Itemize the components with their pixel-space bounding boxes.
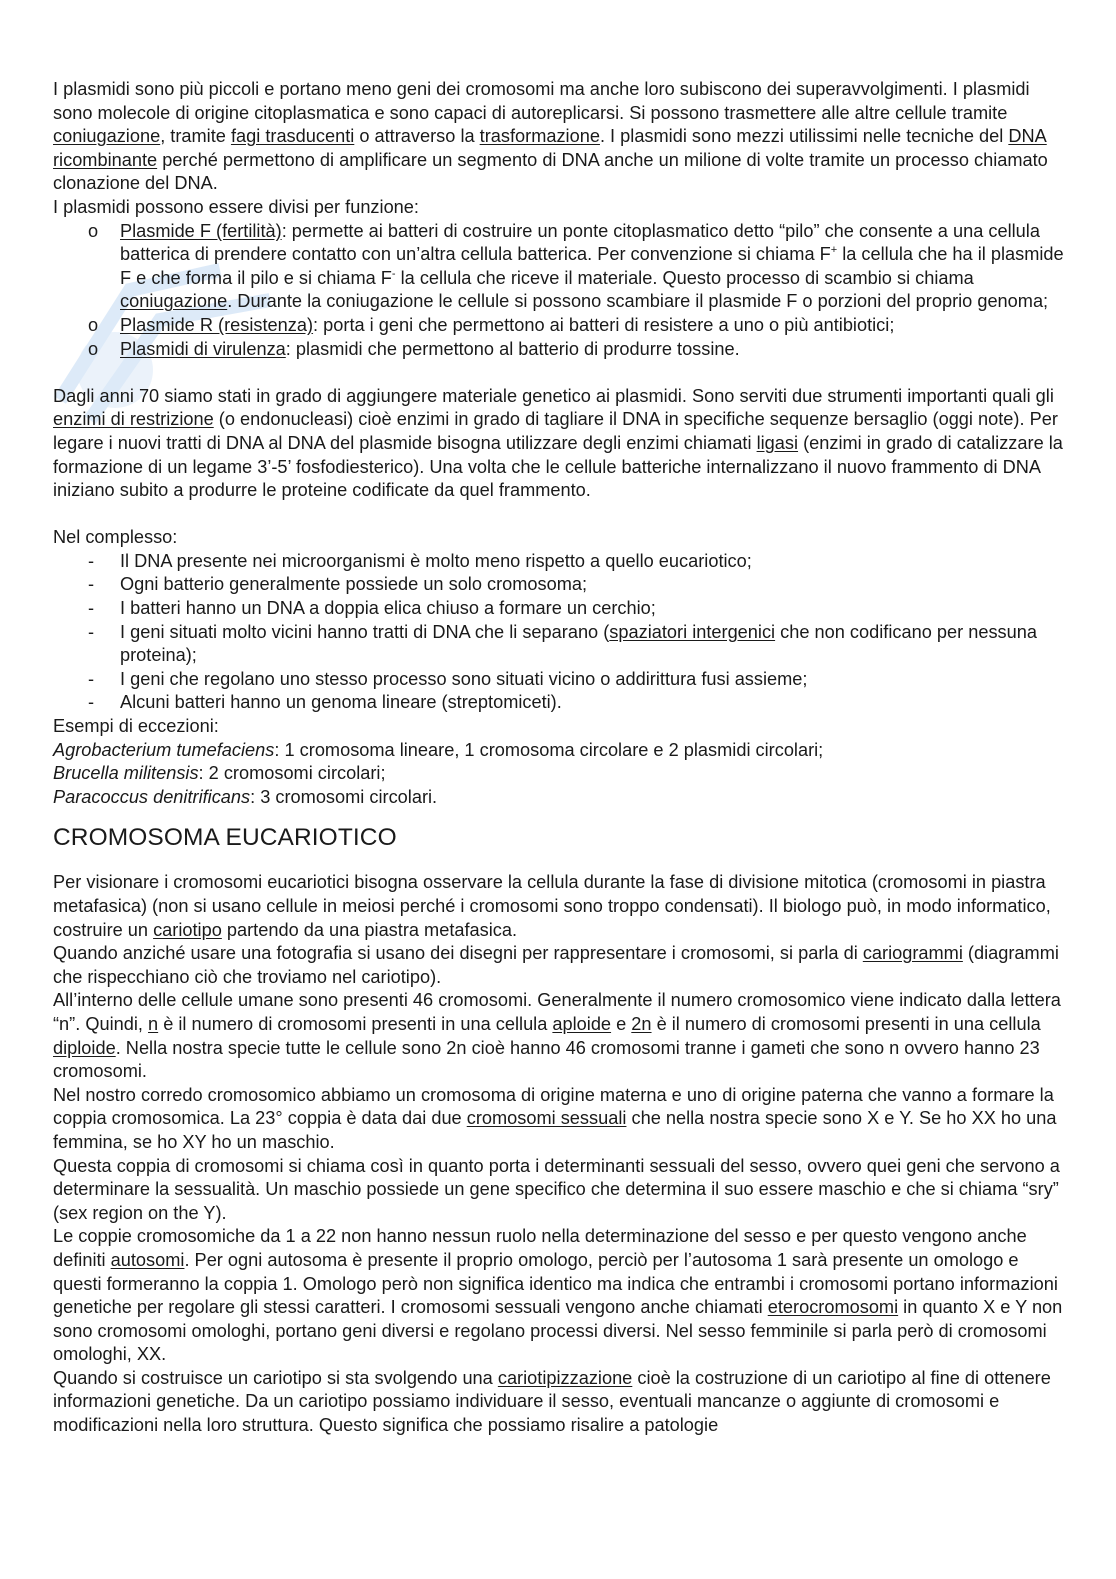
exceptions-title: Esempi di eccezioni: <box>53 716 219 737</box>
term-plasmidi-virulenza: Plasmidi di virulenza <box>120 338 286 359</box>
term-cromosomi-sessuali: cromosomi sessuali <box>466 1108 627 1129</box>
list-item: o Plasmide F (fertilità): permette ai batteri di costruire un ponte citoplasmatico detto “pilo” che consente a una cellula batterica di prendere contatto con un’altra cellula batterica. Per convenzione si chiama F+ la cellula che ha il plasmide F e che forma il pilo e si chiama F- la cellula che riceve il materiale. Questo processo di scambio si chiama coniugazione. Durante la coniugazione le cellule si possono scambiare il plasmide F o porzioni del proprio genoma; <box>53 220 1065 314</box>
term-cariotipizzazione: cariotipizzazione <box>497 1367 633 1388</box>
euk-paragraph: Quando anziché usare una fotografia si usano dei disegni per rappresentare i cromosomi, si parla di cariogrammi (diagrammi che rispecchiano ciò che troviamo nel cariotipo). <box>53 943 1059 987</box>
term-eterocromosomi: eterocromosomi <box>767 1297 899 1318</box>
term-aploide: aploide <box>552 1013 612 1034</box>
term-plasmide-r: Plasmide R (resistenza) <box>120 314 314 335</box>
term-coniugazione: coniugazione <box>53 126 161 147</box>
term-fagi-trasducenti: fagi trasducenti <box>230 126 355 147</box>
term-cariotipo: cariotipo <box>153 919 222 940</box>
list-item: - Il DNA presente nei microorganismi è molto meno rispetto a quello eucariotico; <box>53 550 1065 574</box>
term-autosomi: autosomi <box>110 1249 185 1270</box>
euk-paragraph: Per visionare i cromosomi eucariotici bisogna osservare la cellula durante la fase di divisione mitotica (cromosomi in piastra metafasica) (non si usano cellule in meiosi perché i cromosomi sono troppo condensati). Il biologo può, in modo informatico, costruire un cariotipo partendo da una piastra metafasica. <box>53 872 1051 940</box>
list-item: - Alcuni batteri hanno un genoma lineare (streptomiceti). <box>53 691 1065 715</box>
euk-paragraph: All’interno delle cellule umane sono presenti 46 cromosomi. Generalmente il numero cromosomico viene indicato dalla lettera “n”. Quindi, n è il numero di cromosomi presenti in una cellula aploide e 2n è il numero di cromosomi presenti in una cellula diploide. Nella nostra specie tutte le cellule sono 2n cioè hanno 46 cromosomi tranne i gameti che sono n ovvero hanno 23 cromosomi. <box>53 990 1061 1082</box>
euk-paragraph: Nel nostro corredo cromosomico abbiamo un cromosoma di origine materna e uno di origine paterna che vanno a formare la coppia cromosomica. La 23° coppia è data dai due cromosomi sessuali che nella nostra specie sono X e Y. Se ho XX ho una femmina, se ho XY ho un maschio. <box>53 1084 1057 1152</box>
term-coniugazione-2: coniugazione <box>120 291 228 312</box>
term-n: n <box>148 1013 159 1034</box>
term-ligasi: ligasi <box>756 432 799 453</box>
exception-item: Brucella militensis: 2 cromosomi circolari; <box>53 763 386 784</box>
list-item: - Ogni batterio generalmente possiede un solo cromosoma; <box>53 573 1065 597</box>
list-item: - I geni situati molto vicini hanno tratti di DNA che li separano (spaziatori intergenici che non codificano per nessuna proteina); <box>53 621 1065 668</box>
term-plasmide-f: Plasmide F (fertilità) <box>120 220 282 241</box>
intro-division: I plasmidi possono essere divisi per funzione: <box>53 196 419 217</box>
euk-paragraph: Questa coppia di cromosomi si chiama così in quanto porta i determinanti sessuali del sesso, ovvero quei geni che servono a determinare la sessualità. Un maschio possiede un gene specifico che determina il suo essere maschio e che si chiama “sry” (sex region on the Y). <box>53 1155 1060 1223</box>
term-trasformazione: trasformazione <box>479 126 600 147</box>
term-diploide: diploide <box>53 1037 116 1058</box>
term-dna-ricombinante: DNA ricombinante <box>53 126 1047 170</box>
list-item: - I geni che regolano uno stesso processo sono situati vicino o addirittura fusi assieme; <box>53 668 1065 692</box>
term-2n: 2n <box>631 1013 652 1034</box>
term-spaziatori-intergenici: spaziatori intergenici <box>609 621 776 642</box>
euk-paragraph: Le coppie cromosomiche da 1 a 22 non hanno nessun ruolo nella determinazione del sesso e per questo vengono anche definiti autosomi. Per ogni autosoma è presente il proprio omologo, perciò per l’autosoma 1 sarà presente un omologo e questi formeranno la coppia 1. Omologo però non significa identico ma indica che entrambi i cromosomi portano informazioni genetiche per regolare gli stessi caratteri. I cromosomi sessuali vengono anche chiamati eterocromosomi in quanto X e Y non sono cromosomi omologhi, portano geni diversi e regolano processi diversi. Nel sesso femminile si parla però di cromosomi omologhi, XX. <box>53 1226 1063 1365</box>
section-heading: CROMOSOMA EUCARIOTICO <box>53 824 397 852</box>
exception-item: Paracoccus denitrificans: 3 cromosomi circolari. <box>53 786 438 807</box>
summary-list <box>53 550 1065 715</box>
list-item: o Plasmide R (resistenza): porta i geni che permettono ai batteri di resistere a uno o più antibiotici; <box>53 314 1065 338</box>
exception-item: Agrobacterium tumefaciens: 1 cromosoma lineare, 1 cromosoma circolare e 2 plasmidi circolari; <box>53 739 824 760</box>
recombinant-paragraph: Dagli anni 70 siamo stati in grado di aggiungere materiale genetico ai plasmidi. Sono serviti due strumenti importanti quali gli enzimi di restrizione (o endonucleasi) cioè enzimi in grado di tagliare il DNA in specifiche sequenze bersaglio (oggi note). Per legare i nuovi tratti di DNA al DNA del plasmide bisogna utilizzare degli enzimi chiamati ligasi (enzimi in grado di catalizzare la formazione di un legame 3’-5’ fosfodiesterico). Una volta che le cellule batteriche internalizzano il nuovo frammento di DNA iniziano subito a produrre le proteine codificate da quel frammento. <box>53 385 1063 501</box>
term-enzimi-restrizione: enzimi di restrizione <box>53 409 214 430</box>
intro-paragraph: I plasmidi sono più piccoli e portano meno geni dei cromosomi ma anche loro subiscono dei superavvolgimenti. I plasmidi sono molecole di origine citoplasmatica e sono capaci di autoreplicarsi. Si possono trasmettere alle altre cellule tramite coniugazione, tramite fagi trasducenti o attraverso la trasformazione. I plasmidi sono mezzi utilissimi nelle tecniche del DNA ricombinante perché permettono di amplificare un segmento di DNA anche un milione di volte tramite un processo chiamato clonazione del DNA. <box>53 79 1048 194</box>
plasmid-type-list <box>53 220 1065 362</box>
list-item: o Plasmidi di virulenza: plasmidi che permettono al batterio di produrre tossine. <box>53 338 1065 362</box>
document-page <box>53 78 1065 1438</box>
list-item: - I batteri hanno un DNA a doppia elica chiuso a formare un cerchio; <box>53 597 1065 621</box>
euk-paragraph: Quando si costruisce un cariotipo si sta svolgendo una cariotipizzazione cioè la costruzione di un cariotipo al fine di ottenere informazioni genetiche. Da un cariotipo possiamo individuare il sesso, eventuali mancanze o aggiunte di cromosomi e modificazioni nella loro struttura. Questo significa che possiamo risalire a patologie <box>53 1367 1051 1436</box>
summary-title: Nel complesso: <box>53 527 178 548</box>
term-cariogrammi: cariogrammi <box>862 943 963 964</box>
